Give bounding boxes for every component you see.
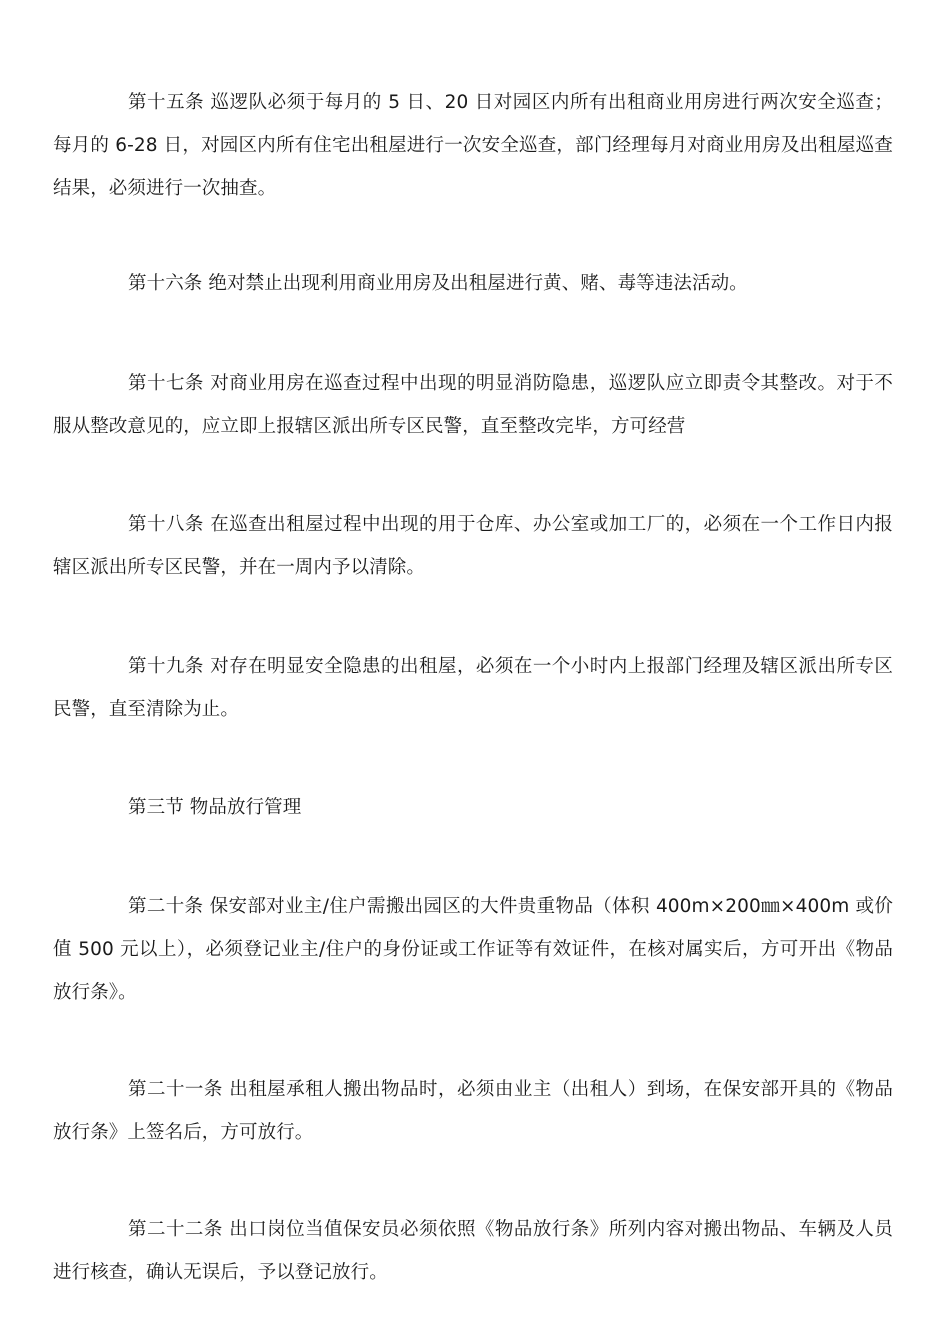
article-18-paragraph: 第十八条 在巡查出租屋过程中出现的用于仓库、办公室或加工厂的，必须在一个工作日内报辖区派出所专区民警，并在一周内予以清除。 [53,514,893,578]
article-21-paragraph: 第二十一条 出租屋承租人搬出物品时，必须由业主（出租人）到场，在保安部开具的《物品放行条》上签名后，方可放行。 [53,1079,893,1143]
article-19-paragraph: 第十九条 对存在明显安全隐患的出租屋，必须在一个小时内上报部门经理及辖区派出所专区民警，直至清除为止。 [53,656,893,720]
section-3-heading: 第三节 物品放行管理 [128,797,302,818]
article-16-paragraph: 第十六条 绝对禁止出现利用商业用房及出租屋进行黄、赌、毒等违法活动。 [128,273,748,294]
article-17-paragraph: 第十七条 对商业用房在巡查过程中出现的明显消防隐患，巡逻队应立即责令其整改。对于不服从整改意见的，应立即上报辖区派出所专区民警，直至整改完毕，方可经营 [53,373,893,437]
article-15-paragraph: 第十五条 巡逻队必须于每月的 5 日、20 日对园区内所有出租商业用房进行两次安全巡查；每月的 6-28 日，对园区内所有住宅出租屋进行一次安全巡查，部门经理每月对商业用房及出租屋巡查结果，必须进行一次抽查。 [53,92,893,199]
article-22-paragraph: 第二十二条 出口岗位当值保安员必须依照《物品放行条》所列内容对搬出物品、车辆及人员进行核查，确认无误后，予以登记放行。 [53,1219,893,1283]
article-20-paragraph: 第二十条 保安部对业主/住户需搬出园区的大件贵重物品（体积 400m×200㎜×400m 或价值 500 元以上），必须登记业主/住户的身份证或工作证等有效证件，在核对属实后，方可开出《物品放行条》。 [53,896,893,1003]
